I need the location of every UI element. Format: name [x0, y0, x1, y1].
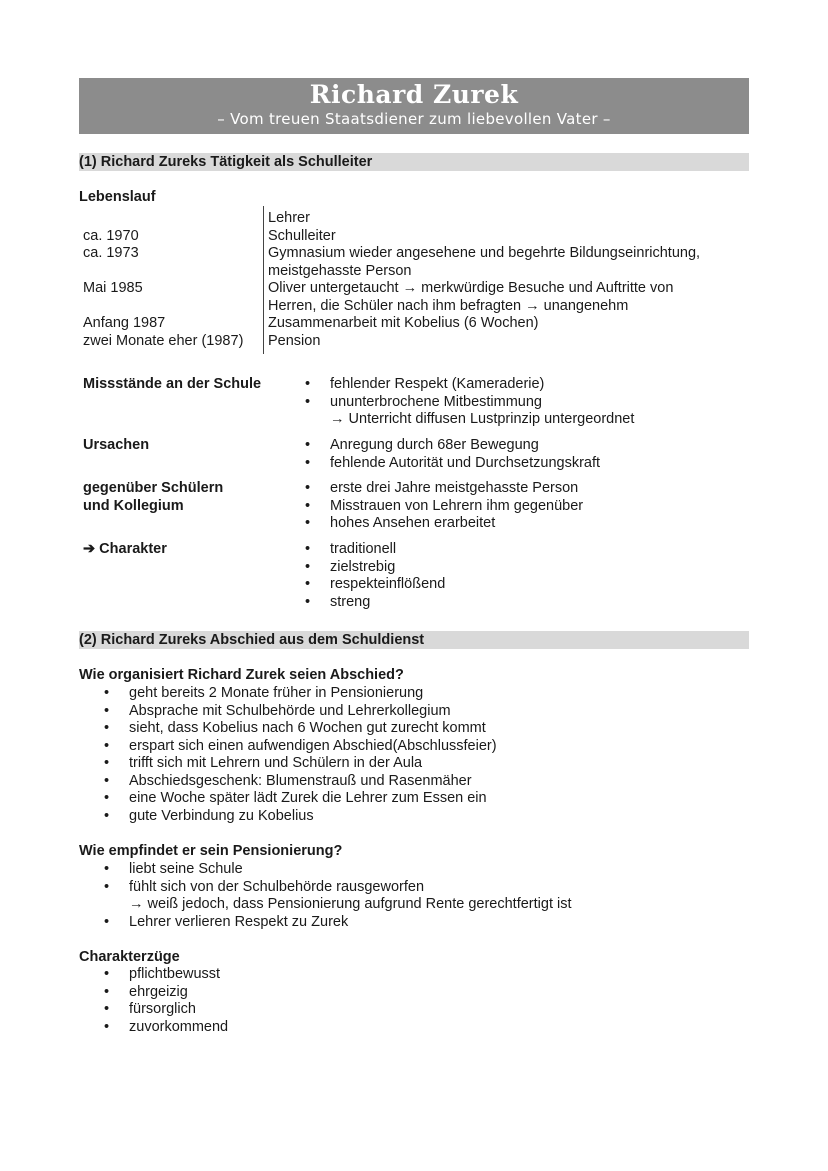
- list-item: • ehrgeizig: [129, 984, 228, 1002]
- timeline-date: zwei Monate eher (1987): [83, 332, 244, 349]
- question-1-heading: Wie organisiert Richard Zurek seien Abschied?: [79, 667, 404, 683]
- lebenslauf-heading: Lebenslauf: [79, 189, 156, 205]
- list-item: • erspart sich einen aufwendigen Abschied(Abschlussfeier): [129, 738, 497, 756]
- list-item: • fühlt sich von der Schulbehörde rausgeworfen: [129, 879, 572, 897]
- timeline-entry: Zusammenarbeit mit Kobelius (6 Wochen): [268, 315, 539, 331]
- list-item: • zielstrebig: [330, 559, 445, 577]
- timeline-date: ca. 1973: [83, 245, 139, 261]
- group-gegenueber: [83, 480, 223, 515]
- group-label: gegenüber Schülern: [83, 480, 224, 496]
- timeline-date: Anfang 1987: [83, 315, 166, 331]
- timeline-date: Mai 1985: [83, 280, 143, 296]
- timeline-date: [83, 210, 243, 228]
- timeline-dates: [83, 210, 243, 350]
- list-item: • Abschiedsgeschenk: Blumenstrauß und Rasenmäher: [129, 773, 497, 791]
- group-label: Missstände an der Schule: [83, 376, 262, 392]
- charakter-list: [330, 541, 445, 611]
- list-item: • Lehrer verlieren Respekt zu Zurek: [129, 914, 572, 932]
- list-item: • pflichtbewusst: [129, 966, 228, 984]
- timeline-entry: Gymnasium wieder angesehene und begehrte Bildungseinrichtung,: [268, 245, 701, 261]
- list-item: • Absprache mit Schulbehörde und Lehrerkollegium: [129, 703, 497, 721]
- list-item: • fehlende Autorität und Durchsetzungskraft: [330, 455, 600, 473]
- timeline-entry: Pension: [268, 332, 321, 349]
- gegenueber-list: [330, 480, 583, 533]
- group-missstaende: [83, 376, 261, 394]
- list-item: • liebt seine Schule: [129, 861, 572, 879]
- section-1-heading: (1) Richard Zureks Tätigkeit als Schulleiter: [79, 153, 749, 171]
- question-2-list: [129, 861, 572, 931]
- question-1-list: [129, 685, 497, 825]
- timeline-entries: [268, 210, 700, 350]
- question-2-heading: Wie empfindet er sein Pensionierung?: [79, 843, 343, 859]
- list-item-continuation: → Unterricht diffusen Lustprinzip untergeordnet: [330, 411, 635, 427]
- title-banner: [79, 78, 749, 134]
- timeline-entry: Lehrer: [268, 210, 310, 226]
- timeline-date: [83, 298, 243, 316]
- list-item: • Misstrauen von Lehrern ihm gegenüber: [330, 498, 583, 516]
- missstaende-list: [330, 376, 634, 429]
- list-item: • erste drei Jahre meistgehasste Person: [330, 480, 583, 498]
- list-item: • Anregung durch 68er Bewegung: [330, 437, 600, 455]
- timeline-divider: [263, 206, 264, 354]
- list-item: • hohes Ansehen erarbeitet: [330, 515, 583, 533]
- list-item: • fürsorglich: [129, 1001, 228, 1019]
- timeline-date: [83, 263, 243, 281]
- timeline-date: ca. 1970: [83, 227, 139, 244]
- group-charakter: [83, 541, 167, 559]
- group-label: Ursachen: [83, 437, 150, 453]
- list-item: • zuvorkommend: [129, 1019, 228, 1037]
- list-item: • fehlender Respekt (Kameraderie): [330, 376, 634, 394]
- list-item: • eine Woche später lädt Zurek die Lehrer zum Essen ein: [129, 790, 497, 808]
- list-item: • trifft sich mit Lehrern und Schülern in der Aula: [129, 755, 497, 773]
- page-subtitle: – Vom treuen Staatsdiener zum liebevollen Vater –: [217, 110, 611, 128]
- list-item: • respekteinflößend: [330, 576, 445, 594]
- list-item: • streng: [330, 594, 445, 612]
- timeline-entry: Oliver untergetaucht → merkwürdige Besuche und Auftritte von: [268, 280, 674, 296]
- list-item-continuation: → weiß jedoch, dass Pensionierung aufgrund Rente gerechtfertigt ist: [129, 896, 572, 912]
- group-label: ➔ Charakter: [83, 541, 167, 557]
- timeline-entry: Herren, die Schüler nach ihm befragten → unangenehm: [268, 297, 629, 314]
- timeline-entry: Schulleiter: [268, 227, 336, 244]
- list-item: • gute Verbindung zu Kobelius: [129, 808, 497, 826]
- list-item: • traditionell: [330, 541, 445, 559]
- charakterzuege-list: [129, 966, 228, 1036]
- timeline-entry: meistgehasste Person: [268, 262, 412, 279]
- page-title: Richard Zurek: [309, 80, 519, 109]
- charakterzuege-heading: Charakterzüge: [79, 949, 180, 965]
- group-label: und Kollegium: [83, 497, 184, 514]
- ursachen-list: [330, 437, 600, 472]
- list-item: • ununterbrochene Mitbestimmung: [330, 394, 634, 412]
- list-item: • sieht, dass Kobelius nach 6 Wochen gut zurecht kommt: [129, 720, 497, 738]
- list-item: • geht bereits 2 Monate früher in Pensionierung: [129, 685, 497, 703]
- group-ursachen: [83, 437, 149, 455]
- section-2-heading: (2) Richard Zureks Abschied aus dem Schuldienst: [79, 631, 749, 649]
